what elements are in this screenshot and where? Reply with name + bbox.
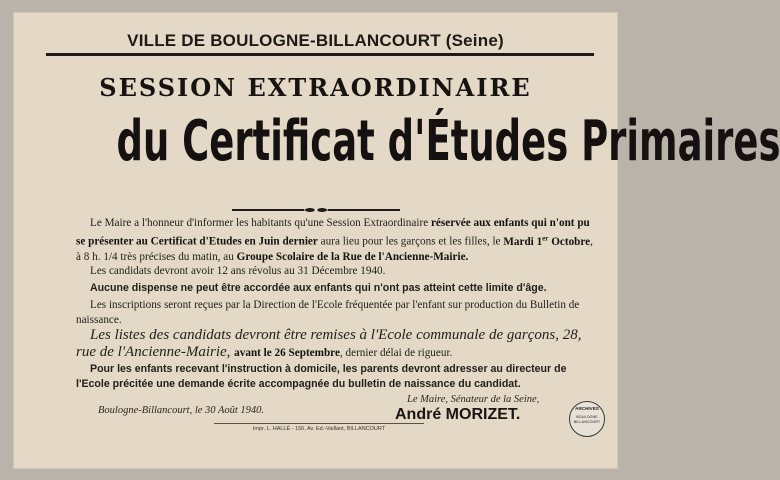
signer-title: Le Maire, Sénateur de la Seine, xyxy=(407,394,540,405)
stamp-line-1: ARCHIVES xyxy=(575,406,599,411)
printer-rule xyxy=(214,423,424,424)
poster-sheet xyxy=(14,13,780,468)
session-heading: SESSION EXTRAORDINAIRE xyxy=(99,73,532,102)
heading-rule xyxy=(46,53,594,56)
registration-paragraph: Les inscriptions seront reçues par la Direction de l'Ecole fréquentée par l'enfant sur production du Bulletin de naissance. xyxy=(76,299,580,326)
deadline-paragraph xyxy=(76,327,598,361)
p1-text-g: Groupe Scolaire de la Rue de l'Ancienne-Mairie. xyxy=(236,250,469,263)
announcement-paragraph xyxy=(76,216,598,265)
home-instruction-paragraph: Pour les enfants recevant l'instruction à domicile, les parents devront adresser au directeur de l'Ecole précitée une demande écrite accompagnée du bulletin de naissance du candidat. xyxy=(76,363,567,390)
printer-imprint: Impr. L. HALLÉ - 156, Av. Ed.-Vaillant, BILLANCOURT xyxy=(252,426,386,432)
signer-name: André MORIZET. xyxy=(395,406,521,423)
p1-text-d: Mardi 1 xyxy=(503,235,543,248)
age-paragraph: Les candidats devront avoir 12 ans révolus au 31 Décembre 1940. xyxy=(90,265,386,277)
p1-text-a: Le Maire a l'honneur d'informer les habitants qu'une Session Extraordinaire xyxy=(90,217,431,229)
main-title: du Certificat d'Études Primaires xyxy=(116,109,780,174)
p5-text-a: Les listes des candidats devront être remises à l'Ecole communale de garçons, 28, rue de l'Ancienne-Mairie, xyxy=(76,327,582,360)
p1-text-f: , à 8 h. 1/4 très précises du matin, au xyxy=(76,235,593,263)
archive-stamp-icon xyxy=(569,401,605,437)
ornament-divider xyxy=(230,206,402,214)
city-heading: VILLE DE BOULOGNE-BILLANCOURT (Seine) xyxy=(127,31,504,50)
stamp-line-2: BOULOGNE xyxy=(576,415,598,419)
p5-text-c: , dernier délai de rigueur. xyxy=(339,347,453,359)
place-date: Boulogne-Billancourt, le 30 Août 1940. xyxy=(98,405,265,416)
dispensation-paragraph: Aucune dispense ne peut être accordée aux enfants qui n'ont pas atteint cette limite d'âge. xyxy=(90,282,547,294)
p5-text-b: avant le 26 Septembre xyxy=(234,347,340,359)
p1-text-d-sup: er xyxy=(542,234,549,242)
stamp-line-3: BILLANCOURT xyxy=(573,420,601,424)
p1-text-b: réservée aux enfants qui n'ont pu se présenter au Certificat d'Etudes en Juin dernier xyxy=(76,217,590,248)
p1-text-c: aura lieu pour les garçons et les filles, le xyxy=(317,235,504,248)
p1-text-e: Octobre xyxy=(548,235,591,248)
